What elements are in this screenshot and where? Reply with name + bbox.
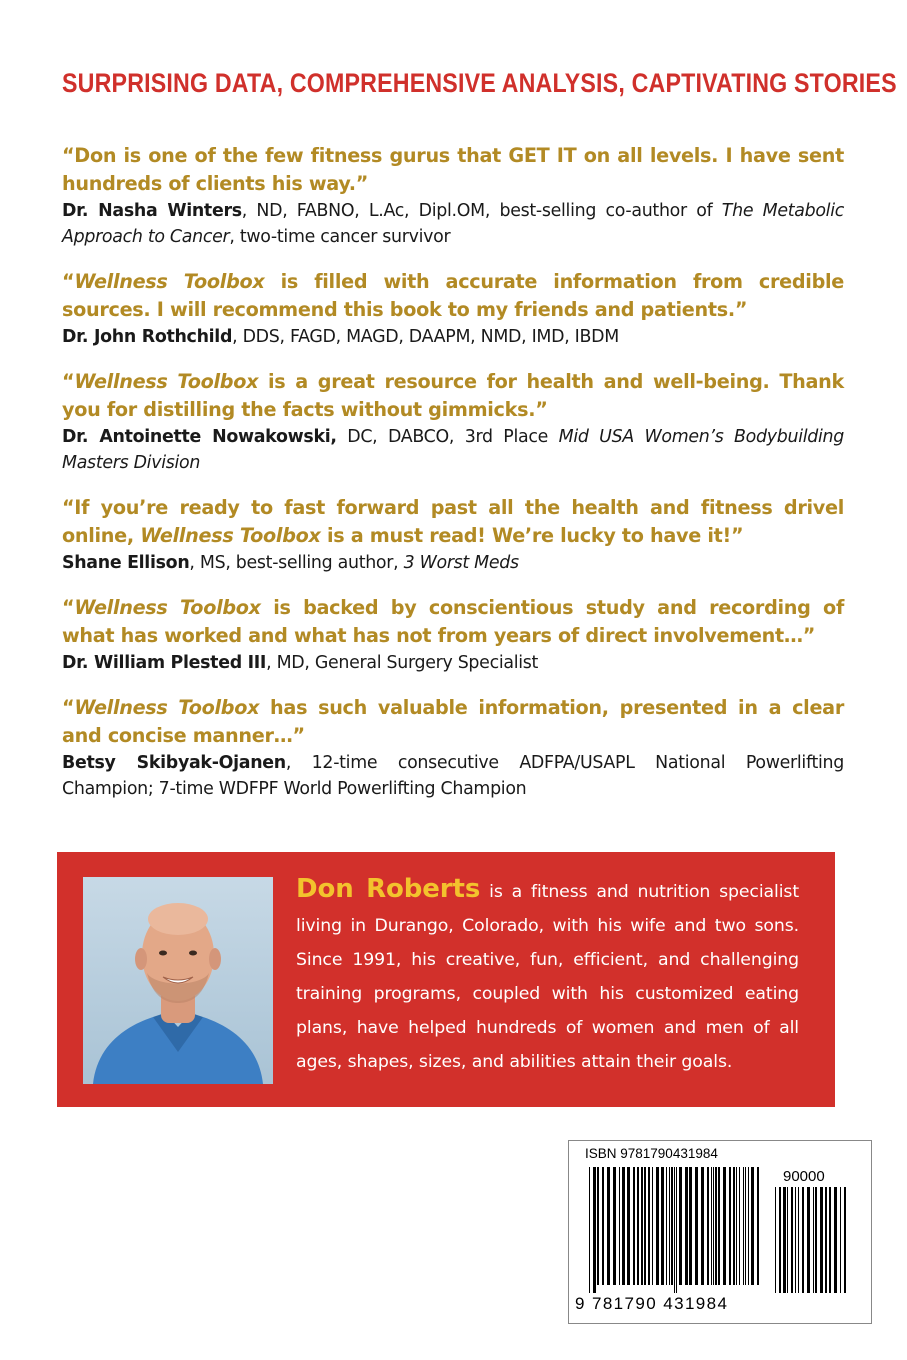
quote-segment: is filled with accurate information from credible sources. I will recommend this book to my friends and patients.” bbox=[62, 270, 844, 321]
attribution-segment: The Metabolic Approach to Cancer bbox=[62, 201, 844, 247]
attribution-segment: , two-time cancer survivor bbox=[229, 227, 451, 247]
testimonial-attribution bbox=[62, 750, 844, 802]
barcode-bar bbox=[713, 1167, 714, 1285]
barcode-bar bbox=[813, 1187, 814, 1293]
testimonial-quote bbox=[62, 694, 844, 750]
quote-segment: “ bbox=[62, 370, 75, 393]
testimonial-attribution bbox=[62, 550, 844, 576]
testimonial-quote bbox=[62, 142, 844, 198]
quote-segment: Wellness Toolbox bbox=[74, 596, 261, 619]
attribution-segment: DC, DABCO, 3rd Place bbox=[336, 427, 559, 447]
barcode-bar bbox=[689, 1167, 692, 1285]
barcode-bar bbox=[783, 1187, 786, 1293]
barcode-bar bbox=[807, 1187, 810, 1293]
barcode-bar bbox=[707, 1167, 709, 1285]
quote-segment: “ bbox=[62, 270, 75, 293]
barcode-bar bbox=[757, 1167, 759, 1285]
barcode-bar bbox=[829, 1187, 831, 1293]
barcode-bar bbox=[619, 1167, 620, 1285]
barcode-bar bbox=[622, 1167, 625, 1285]
barcode-bar bbox=[648, 1167, 650, 1285]
barcode-bar bbox=[593, 1167, 596, 1293]
quote-segment: is a great resource for health and well-being. Thank you for distilling the facts without gimmicks.” bbox=[62, 370, 844, 421]
barcode-bar bbox=[644, 1167, 646, 1285]
barcode-bar bbox=[779, 1187, 781, 1293]
barcode-bar bbox=[745, 1167, 746, 1285]
quote-segment: has such valuable information, presented in a clear and concise manner…” bbox=[62, 696, 844, 747]
barcode-bar bbox=[718, 1167, 720, 1285]
attribution-segment: , 12-time consecutive ADFPA/USAPL National Powerlifting Champion; 7-time WDFPF World Powerlifting Champion bbox=[62, 753, 844, 799]
testimonial-quote bbox=[62, 368, 844, 424]
quote-segment: is a must read! We’re lucky to have it!” bbox=[320, 524, 744, 547]
attribution-segment: , MS, best-selling author, bbox=[189, 553, 404, 573]
testimonial-quote bbox=[62, 594, 844, 650]
barcode-bar bbox=[589, 1167, 590, 1293]
barcode-bar bbox=[739, 1167, 740, 1285]
endorser-name: Shane Ellison bbox=[62, 553, 190, 573]
barcode-bar bbox=[661, 1167, 664, 1285]
barcode-bar bbox=[775, 1187, 776, 1293]
barcode-bar bbox=[834, 1187, 837, 1293]
testimonial bbox=[62, 368, 844, 476]
quote-segment: “Don is one of the few fitness gurus that GET IT on all levels. I have sent hundreds of clients his way.” bbox=[62, 144, 844, 195]
testimonial-quote bbox=[62, 494, 844, 550]
barcode-bar bbox=[736, 1167, 737, 1285]
barcode-bar bbox=[701, 1167, 704, 1285]
headline: SURPRISING DATA, COMPREHENSIVE ANALYSIS, CAPTIVATING STORIES bbox=[62, 68, 897, 98]
barcode-bar bbox=[787, 1187, 788, 1293]
testimonial bbox=[62, 694, 844, 802]
author-bio-text bbox=[296, 872, 799, 1079]
barcode-bar bbox=[715, 1167, 717, 1285]
attribution-segment: , DDS, FAGD, MAGD, DAAPM, NMD, IMD, IBDM bbox=[232, 327, 619, 347]
barcode-bar bbox=[695, 1167, 698, 1285]
barcode-bar bbox=[613, 1167, 616, 1285]
barcode-bar bbox=[751, 1167, 754, 1285]
barcode-bar bbox=[825, 1187, 827, 1293]
barcode-bar bbox=[748, 1167, 749, 1285]
attribution-segment: , ND, FABNO, L.Ac, Dipl.OM, best-selling co-author of bbox=[241, 201, 722, 221]
barcode-bar bbox=[723, 1167, 726, 1285]
testimonial bbox=[62, 594, 844, 676]
barcode-bar bbox=[711, 1167, 712, 1285]
barcode-bar bbox=[679, 1167, 682, 1285]
barcode-bar bbox=[729, 1167, 731, 1285]
price-code: 90000 bbox=[783, 1168, 825, 1185]
barcode-bar bbox=[815, 1187, 817, 1293]
attribution-segment: Mid USA Women’s Bodybuilding Masters Division bbox=[62, 427, 844, 473]
quote-segment: “ bbox=[62, 696, 75, 719]
testimonial-attribution bbox=[62, 324, 844, 350]
addon-barcode bbox=[775, 1187, 847, 1295]
barcode-bar bbox=[802, 1187, 804, 1293]
testimonial-quote bbox=[62, 268, 844, 324]
barcode-bar bbox=[652, 1167, 653, 1285]
barcode-bar bbox=[844, 1187, 846, 1293]
author-name: Don Roberts bbox=[296, 874, 481, 904]
barcode-digits: 9 781790 431984 bbox=[575, 1294, 729, 1313]
barcode-bar bbox=[685, 1167, 688, 1285]
endorser-name: Dr. William Plested III bbox=[62, 653, 267, 673]
quote-segment: Wellness Toolbox bbox=[74, 270, 265, 293]
isbn-label: ISBN 9781790431984 bbox=[585, 1146, 718, 1161]
barcode-bar bbox=[666, 1167, 667, 1285]
testimonial-attribution bbox=[62, 650, 844, 676]
author-bio-panel bbox=[57, 852, 835, 1107]
endorser-name: Dr. Nasha Winters bbox=[62, 201, 242, 221]
attribution-segment: , MD, General Surgery Specialist bbox=[266, 653, 539, 673]
testimonial bbox=[62, 142, 844, 250]
barcode-bar bbox=[820, 1187, 823, 1293]
barcode-bar bbox=[676, 1167, 677, 1293]
quote-segment: “If you’re ready to fast forward past all the health and fitness drivel online, bbox=[62, 496, 844, 547]
author-photo bbox=[83, 877, 273, 1084]
barcode-bar bbox=[840, 1187, 841, 1293]
barcode-bar bbox=[733, 1167, 735, 1285]
testimonial bbox=[62, 268, 844, 350]
quote-segment: Wellness Toolbox bbox=[74, 696, 260, 719]
barcode-bar bbox=[671, 1167, 673, 1285]
ean-barcode bbox=[589, 1167, 759, 1295]
barcode-bar bbox=[743, 1167, 744, 1285]
barcode-bar bbox=[669, 1167, 670, 1285]
barcode-bar bbox=[627, 1167, 630, 1285]
endorser-name: Dr. John Rothchild bbox=[62, 327, 233, 347]
barcode-box bbox=[568, 1140, 872, 1324]
quote-segment: is backed by conscientious study and recording of what has worked and what has not from years of direct involvement…” bbox=[62, 596, 844, 647]
barcode-bar bbox=[633, 1167, 635, 1285]
testimonial-attribution bbox=[62, 424, 844, 476]
barcode-bar bbox=[641, 1167, 643, 1285]
barcode-bar bbox=[637, 1167, 639, 1285]
testimonial-attribution bbox=[62, 198, 844, 250]
quote-segment: “ bbox=[62, 596, 75, 619]
endorser-name: Betsy Skibyak-Ojanen bbox=[62, 753, 286, 773]
barcode-bar bbox=[798, 1187, 799, 1293]
barcode-bar bbox=[656, 1167, 659, 1285]
barcode-bar bbox=[795, 1187, 796, 1293]
barcode-bar bbox=[597, 1167, 599, 1285]
testimonial bbox=[62, 494, 844, 576]
quote-segment: Wellness Toolbox bbox=[74, 370, 259, 393]
barcode-bar bbox=[607, 1167, 610, 1285]
barcode-bar bbox=[791, 1187, 793, 1293]
barcode-bar bbox=[602, 1167, 604, 1285]
testimonials bbox=[62, 142, 844, 820]
attribution-segment: 3 Worst Meds bbox=[403, 553, 519, 573]
quote-segment: Wellness Toolbox bbox=[140, 524, 321, 547]
author-bio-body: is a fitness and nutrition specialist living in Durango, Colorado, with his wife and two sons. Since 1991, his creative, fun, efficient, and challenging training programs, coupled with his customized eating plans, have helped hundreds of women and men of all ages, shapes, sizes, and abilities attain their goals. bbox=[296, 882, 800, 1072]
barcode-bar bbox=[674, 1167, 675, 1293]
endorser-name: Dr. Antoinette Nowakowski, bbox=[62, 427, 337, 447]
